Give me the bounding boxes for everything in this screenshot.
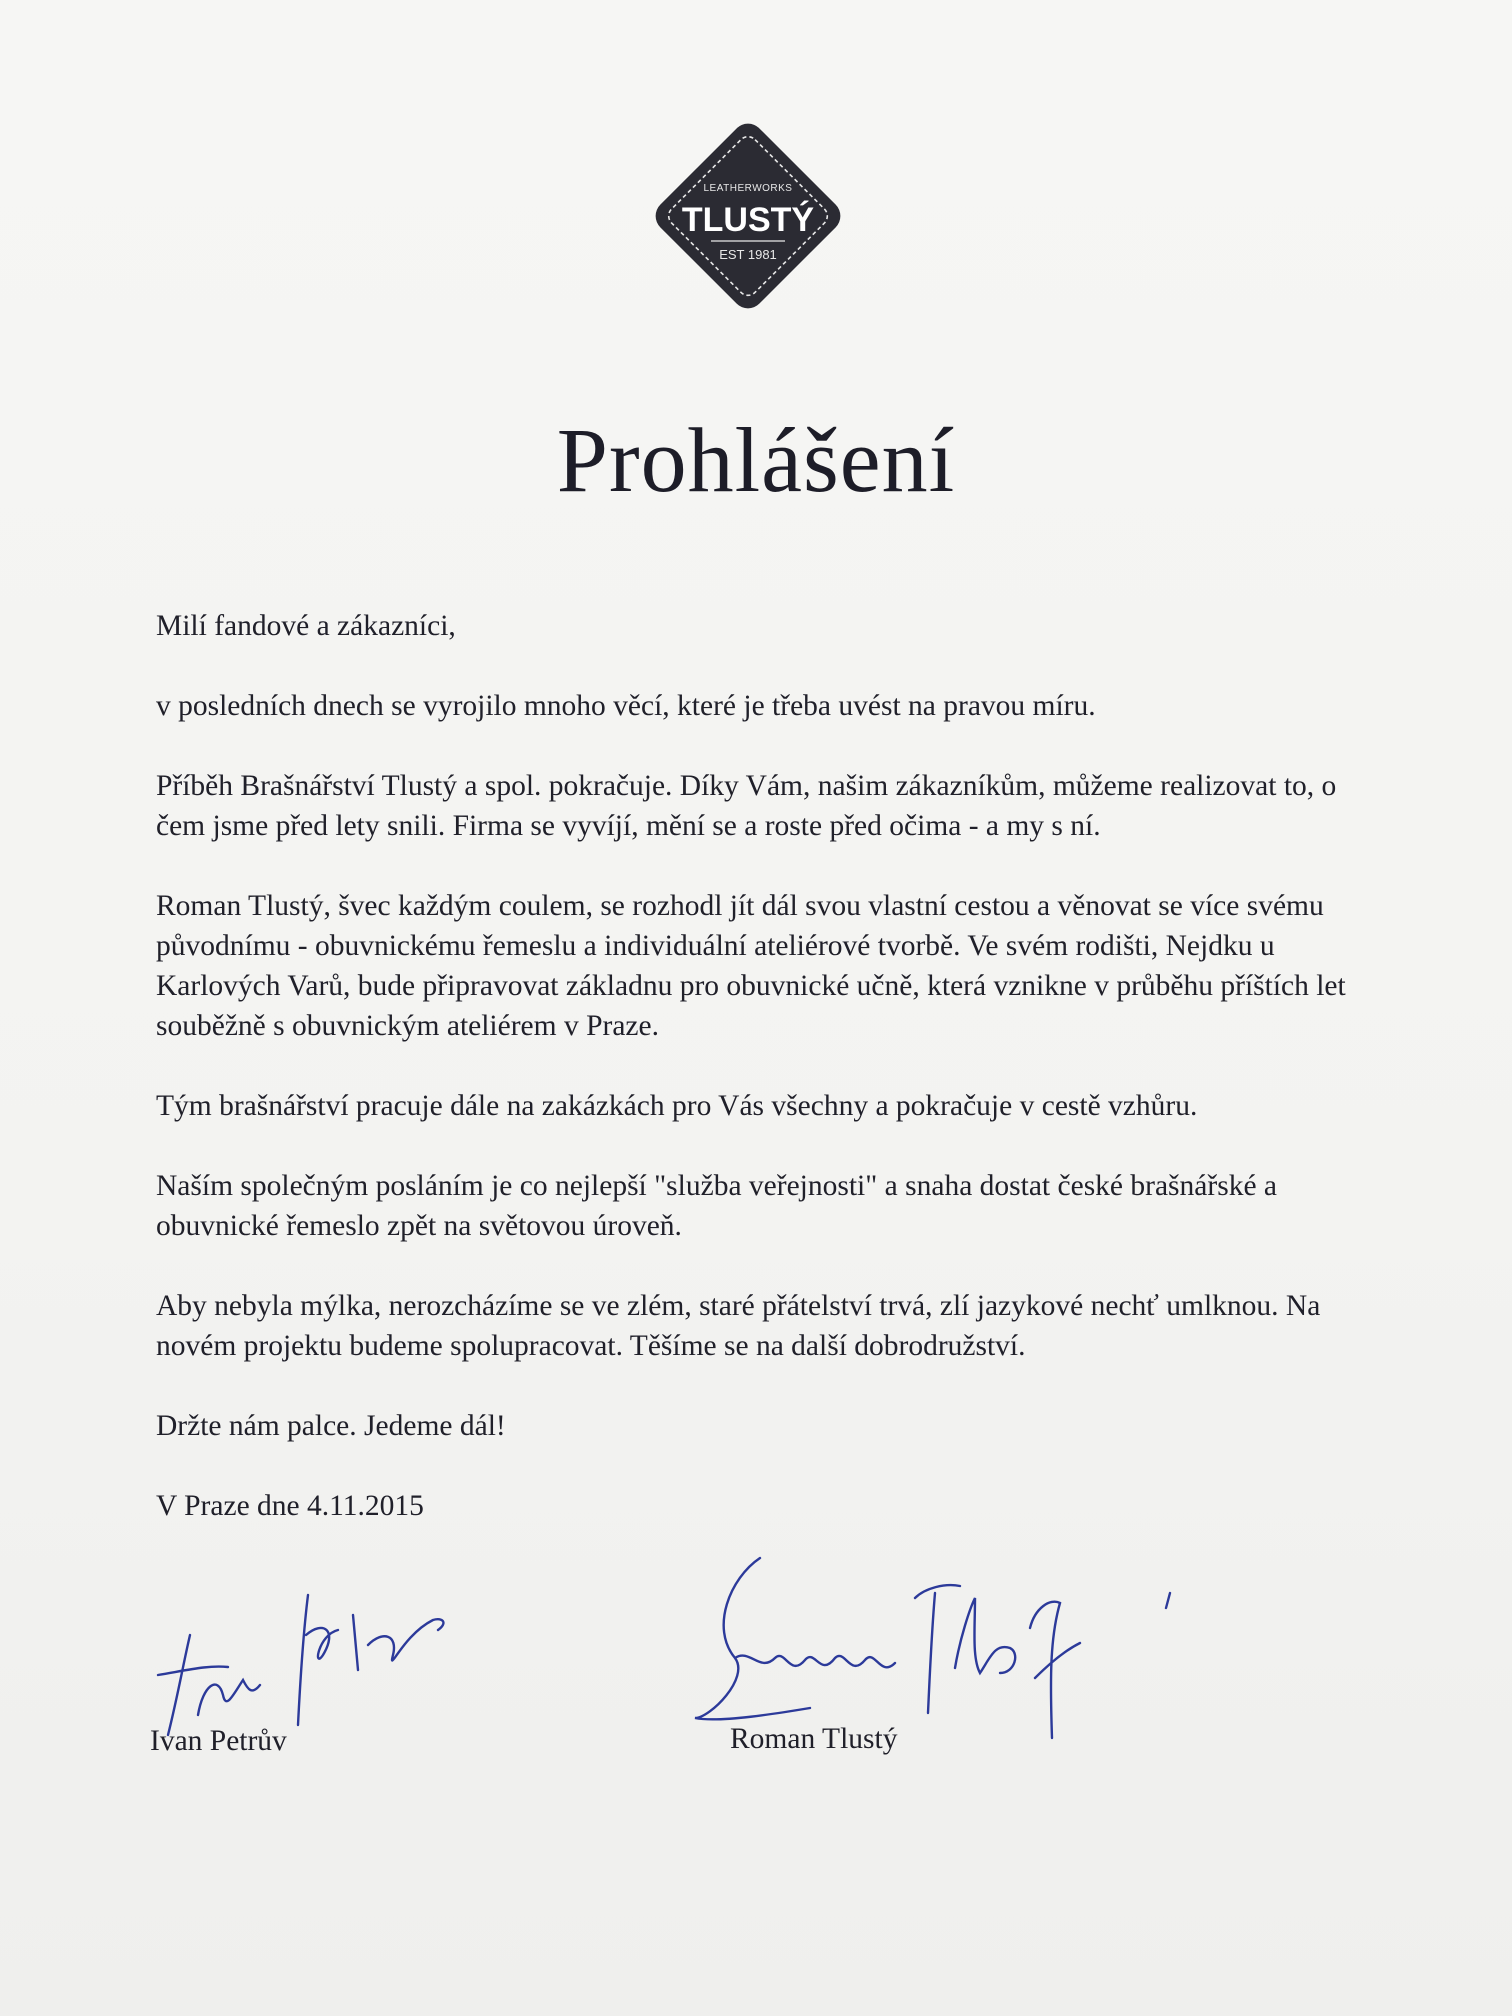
signature-name: Ivan Petrův — [150, 1725, 287, 1757]
paragraph: v posledních dnech se vyrojilo mnoho věcí, které je třeba uvést na pravou míru. — [156, 690, 1096, 722]
signature-block-roman — [690, 1548, 1190, 1778]
signature-block-ivan — [148, 1575, 488, 1775]
logo-top-text: LEATHERWORKS — [703, 183, 793, 194]
place-date: V Praze dne 4.11.2015 — [156, 1490, 424, 1522]
paragraph: Aby nebyla mýlka, nerozcházíme se ve zlém, staré přátelství trvá, zlí jazykové nechť umlknou. Na novém projektu budeme spolupracovat. Těšíme se na další dobrodružství. — [156, 1290, 1321, 1362]
letter-body — [156, 606, 1366, 1566]
paragraph: Tým brašnářství pracuje dále na zakázkách pro Vás všechny a pokračuje v cestě vzhůru. — [156, 1090, 1198, 1122]
paragraph: Naším společným posláním je co nejlepší "služba veřejnosti" a snaha dostat české brašnářské a obuvnické řemeslo zpět na světovou úroveň. — [156, 1170, 1277, 1242]
greeting: Milí fandové a zákazníci, — [156, 610, 456, 642]
logo-brand-text: TLUSTÝ — [681, 201, 815, 239]
paragraph: Roman Tlustý, švec každým coulem, se rozhodl jít dál svou vlastní cestou a věnovat se více svému původnímu - obuvnickému řemeslu a individuální ateliérové tvorbě. Ve svém rodišti, Nejdku u Karlových Varů, bude připravovat základnu pro obuvnické učně, která vznikne v průběhu příštích let souběžně s obuvnickým ateliérem v Praze. — [156, 890, 1346, 1042]
signature-name: Roman Tlustý — [730, 1723, 898, 1755]
paragraph: Příběh Brašnářství Tlustý a spol. pokračuje. Díky Vám, našim zákazníkům, můžeme realizovat to, o čem jsme před lety snili. Firma se vyvíjí, mění se a roste před očima - a my s ní. — [156, 770, 1337, 842]
brand-logo — [645, 113, 851, 319]
logo-est-text: EST 1981 — [719, 247, 777, 262]
page-title: Prohlášení — [556, 409, 956, 511]
paragraph: Držte nám palce. Jedeme dál! — [156, 1410, 506, 1442]
logo-diamond-icon — [645, 113, 851, 319]
